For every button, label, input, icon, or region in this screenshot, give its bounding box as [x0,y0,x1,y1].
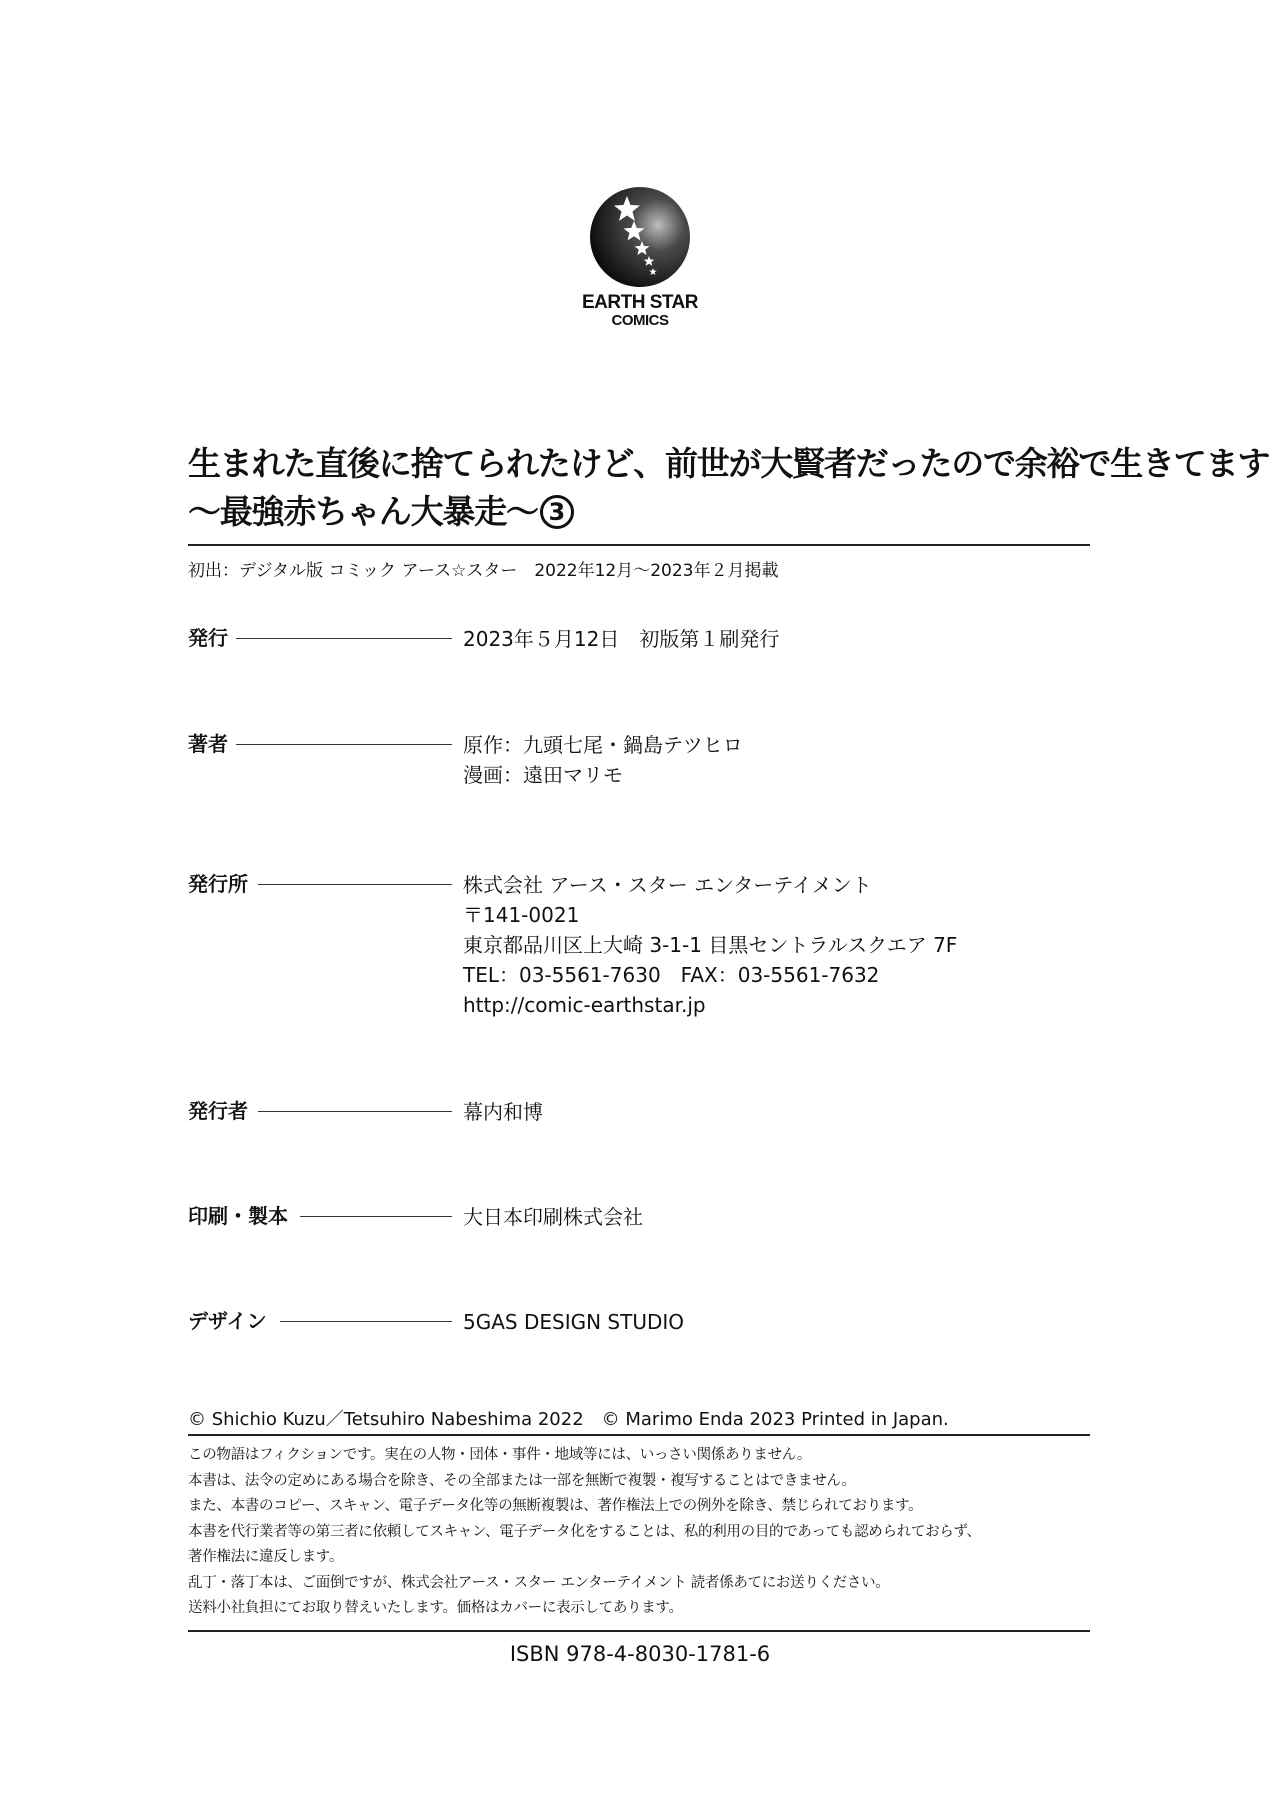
volume-number: 3 [540,495,574,529]
copyright-rule [188,1434,1090,1436]
postal-code: 〒141-0021 [463,903,580,927]
note-line: 著作権法に違反します。 [188,1549,344,1565]
note-line: 乱丁・落丁本は、ご面倒ですが、株式会社アース・スター エンターテイメント 読者係あてにお送りください。 [188,1574,890,1591]
printing-value [463,1202,643,1232]
publisher-phone-fax: TEL：03-5561-7630 FAX：03-5561-7632 [463,963,880,987]
leader-line [300,1216,452,1217]
serialization-info: 初出：デジタル版 コミック アース☆スター 2022年12月〜2023年２月掲載 [188,561,779,581]
note-line: 本書は、法令の定めにある場合を除き、その全部または一部を無断で複製・複写することはできません。 [188,1472,856,1489]
design-value [463,1307,684,1337]
globe-stars-icon [588,185,692,289]
note-line: 送料小社負担にてお取り替えいたします。価格はカバーに表示してあります。 [188,1600,683,1616]
note-line: また、本書のコピー、スキャン、電子データ化等の無断複製は、著作権法上での例外を除き、禁じられております。 [188,1498,923,1514]
leader-line [258,884,452,885]
publisher-label: 発行所 [188,872,248,896]
publisher-value [463,870,957,1020]
earth-star-comics-logo [560,185,720,328]
issuer-label: 発行者 [188,1099,248,1123]
legal-notes [188,1443,981,1622]
author-label: 著者 [188,732,228,756]
issuer-value [463,1097,543,1127]
leader-line [280,1321,452,1322]
book-title [188,440,1270,536]
issue-date: 2023年５月12日 初版第１刷発行 [463,627,780,651]
note-line: この物語はフィクションです。実在の人物・団体・事件・地域等には、いっさい関係ありません。 [188,1447,812,1463]
leader-line [258,1111,452,1112]
designer-name: 5GAS DESIGN STUDIO [463,1310,684,1334]
issue-label: 発行 [188,626,228,650]
design-label: デザイン [188,1309,267,1333]
title-rule [188,544,1090,546]
publisher-address: 東京都品川区上大崎 3-1-1 目黒セントラルスクエア 7F [463,933,958,957]
issue-value [463,624,779,654]
printer-name: 大日本印刷株式会社 [463,1205,643,1229]
printing-label: 印刷・製本 [188,1204,288,1228]
manga-artist: 漫画：遠田マリモ [463,763,623,787]
logo-line1: EARTH STAR [581,292,699,313]
book-title-subtitle-line [188,488,1098,536]
leader-line [236,638,452,639]
book-title-main: 生まれた直後に捨てられたけど、前世が大賢者だったので余裕で生きてます [188,444,1270,483]
leader-line [236,744,452,745]
isbn-rule [188,1630,1090,1632]
isbn: ISBN 978-4-8030-1781-6 [509,1642,771,1666]
publisher-name: 株式会社 アース・スター エンターテイメント [463,873,872,897]
publisher-website: http://comic-earthstar.jp [463,993,706,1017]
copyright-line: © Shichio Kuzu／Tetsuhiro Nabeshima 2022 © Marimo Enda 2023 Printed in Japan. [188,1409,949,1430]
issuer-name: 幕内和博 [463,1100,543,1124]
original-author: 原作：九頭七尾・鍋島テツヒロ [463,733,743,757]
author-value [463,730,743,790]
note-line: 本書を代行業者等の第三者に依頼してスキャン、電子データ化をすることは、私的利用の目的であっても認められておらず、 [188,1523,981,1540]
book-subtitle: 〜最強赤ちゃん大暴走〜 [188,492,538,531]
logo-line2: COMICS [611,312,669,329]
